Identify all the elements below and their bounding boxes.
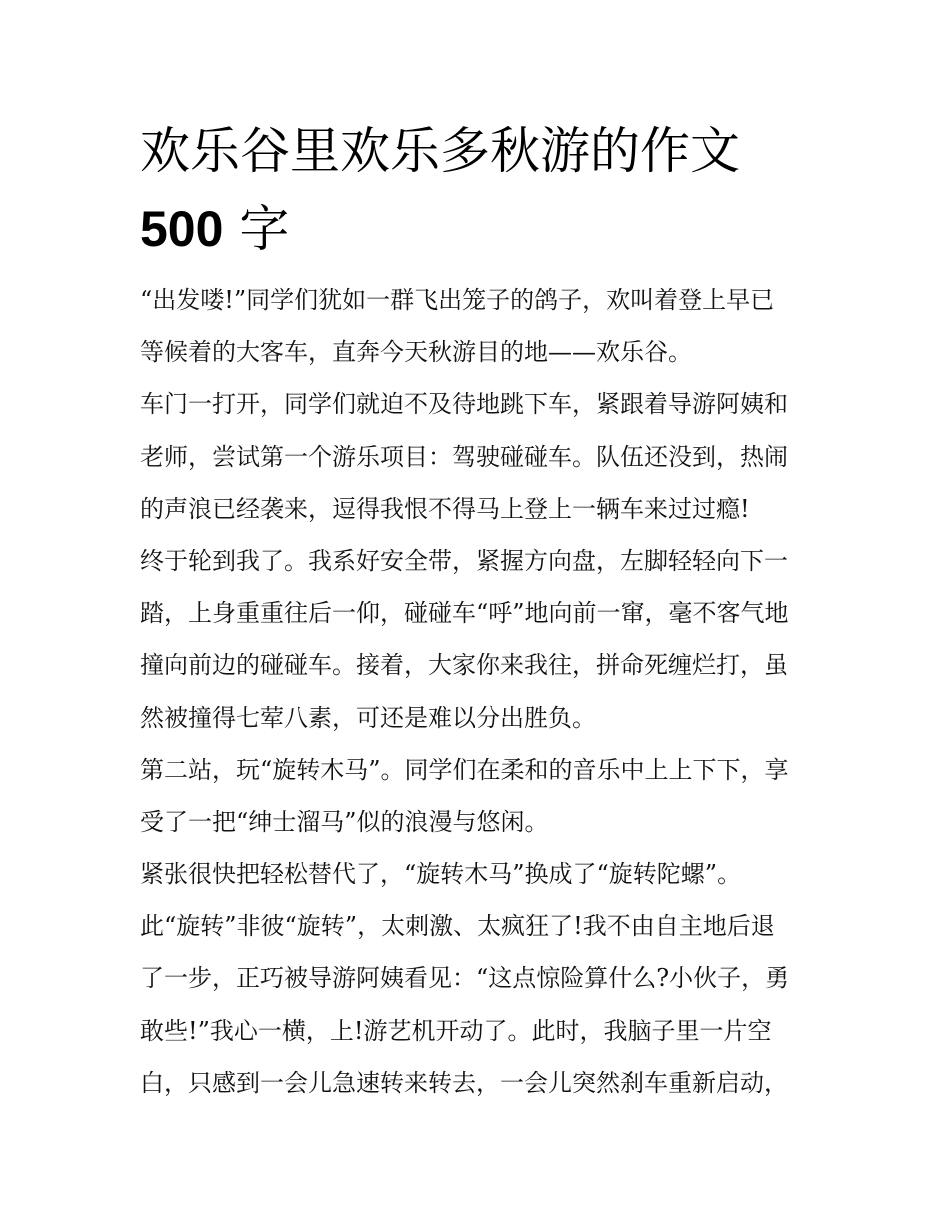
text-line: 然被撞得七荤八素，可还是难以分出胜负。 <box>140 703 596 732</box>
text-line: 第二站，玩“旋转木马”。同学们在柔和的音乐中上上下下，享 <box>140 755 789 784</box>
text-line: 撞向前边的碰碰车。接着，大家你来我往，拼命死缠烂打，虽 <box>140 651 788 680</box>
text-line: 老师，尝试第一个游乐项目：驾驶碰碰车。队伍还没到，热闹 <box>140 442 788 471</box>
text-line: 此“旋转”非彼“旋转”，太刺激、太疯狂了!我不由自主地后退 <box>140 912 775 941</box>
text-line: 受了一把“绅士溜马”似的浪漫与悠闲。 <box>140 807 549 836</box>
document-title <box>140 112 820 268</box>
essay-body <box>140 274 840 1109</box>
title-suffix: 字 <box>239 200 290 258</box>
text-line: 终于轮到我了。我系好安全带，紧握方向盘，左脚轻轻向下一 <box>140 546 788 575</box>
text-line: 白，只感到一会儿急速转来转去，一会儿突然刹车重新启动， <box>140 1068 788 1097</box>
text-line: 踏，上身重重往后一仰，碰碰车“呼”地向前一窜，毫不客气地 <box>140 599 789 628</box>
text-line: “出发喽!”同学们犹如一群飞出笼子的鸽子，欢叫着登上早已 <box>140 286 775 314</box>
text-line: 等候着的大客车，直奔今天秋游目的地——欢乐谷。 <box>140 338 692 367</box>
text-line: 的声浪已经袭来，逗得我恨不得马上登上一辆车来过过瘾! <box>140 494 750 523</box>
title-line-1: 欢乐谷里欢乐多秋游的作文 <box>140 122 740 180</box>
text-line: 敢些!”我心一横，上!游艺机开动了。此时，我脑子里一片空 <box>140 1016 772 1045</box>
text-line: 了一步，正巧被导游阿姨看见：“这点惊险算什么?小伙子，勇 <box>140 964 790 993</box>
text-line: 紧张很快把轻松替代了，“旋转木马”换成了“旋转陀螺”。 <box>140 860 742 889</box>
text-line: 车门一打开，同学们就迫不及待地跳下车，紧跟着导游阿姨和 <box>140 390 788 419</box>
title-number: 500 <box>140 201 224 257</box>
